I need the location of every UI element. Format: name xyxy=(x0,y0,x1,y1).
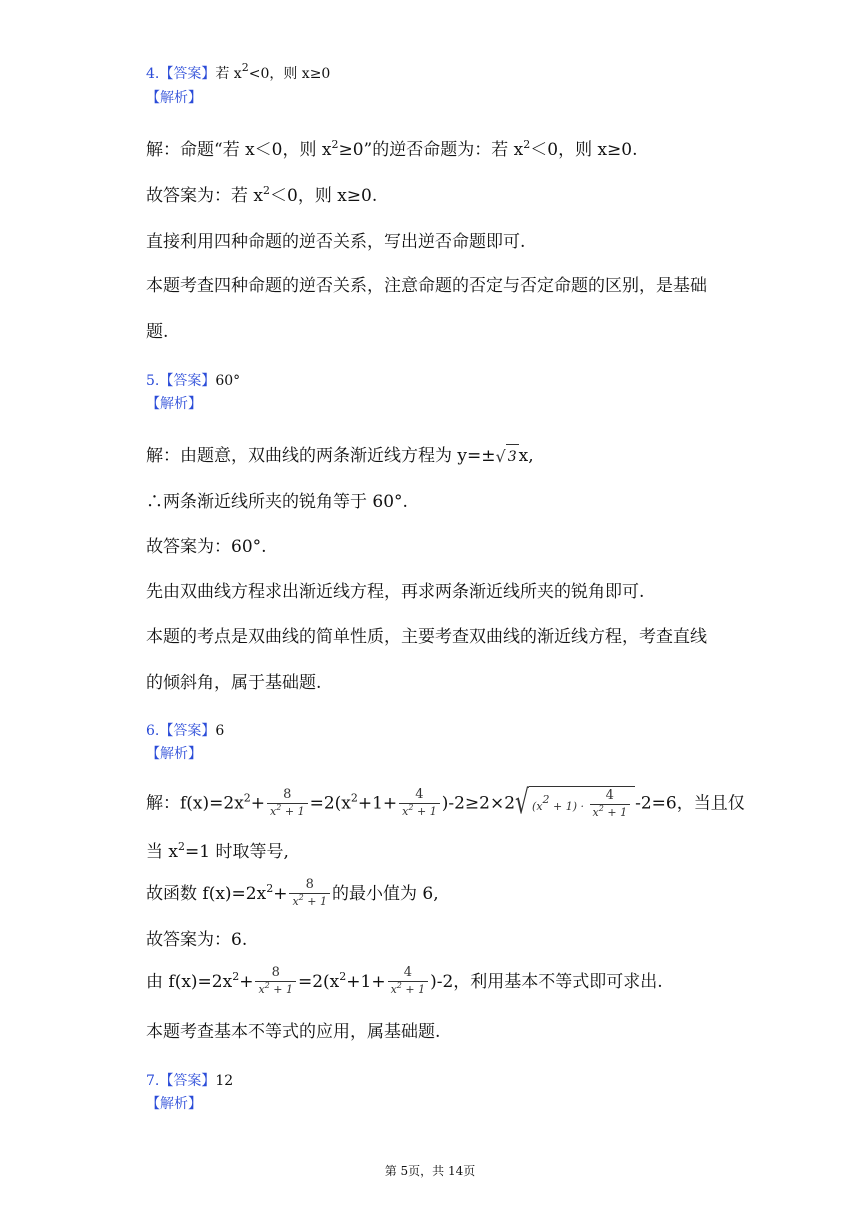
q6-line-3 xyxy=(146,878,439,911)
q6-l1-b: =2(x xyxy=(309,793,351,814)
fraction-4 xyxy=(399,787,440,820)
q5-line-5: 本题的考点是双曲线的简单性质，主要考查双曲线的渐近线方程，考查直线 xyxy=(146,627,707,647)
q6-l2-a: 当 x xyxy=(146,842,178,862)
frac-den-tail: + 1 xyxy=(269,983,293,996)
q6-l5-a: 由 f(x)=2x xyxy=(146,972,233,992)
q4-answer-b: <0，则 x≥0 xyxy=(248,66,331,82)
q4-answer-a: 若 x xyxy=(215,66,242,82)
q5-line-3: 故答案为：60°. xyxy=(146,537,267,557)
q4-answer-exp: 2 xyxy=(241,61,249,74)
frac-num: 8 xyxy=(271,965,280,980)
q5-answer-header xyxy=(146,371,240,391)
q6-analysis-label: 【解析】 xyxy=(146,746,202,762)
sqrt-inner-a: (x xyxy=(532,800,543,813)
frac-den-base: x xyxy=(270,804,277,818)
frac-den-base: x xyxy=(292,895,299,908)
q4-line-3: 直接利用四种命题的逆否关系，写出逆否命题即可. xyxy=(146,232,526,252)
q5-line-6: 的倾斜角，属于基础题. xyxy=(146,673,322,693)
frac-den-tail: + 1 xyxy=(281,804,305,818)
q6-line-2 xyxy=(146,840,289,864)
frac-num: 4 xyxy=(415,786,424,802)
q7-answer-value: 12 xyxy=(215,1073,234,1089)
q5-answer-tag: 【答案】 xyxy=(159,373,216,389)
q6-l1-c: +1+ xyxy=(357,793,398,814)
q6-l5-e: )-2，利用基本不等式即可求出. xyxy=(430,972,663,992)
q4-l2-b: ＜0，则 x≥0. xyxy=(270,186,378,206)
frac-den xyxy=(289,893,330,910)
sqrt-body xyxy=(529,786,635,822)
q6-l5-c: =2(x xyxy=(297,972,340,992)
q5-answer-value: 60° xyxy=(215,373,241,389)
frac-den xyxy=(267,803,308,820)
frac-den-exp: 2 xyxy=(598,804,604,813)
fraction-4 xyxy=(388,965,429,998)
q6-l3-c: 的最小值为 6, xyxy=(331,884,439,904)
frac-num: 8 xyxy=(283,786,292,802)
q6-line-5 xyxy=(146,966,663,999)
q4-l2-a: 故答案为：若 x xyxy=(146,186,263,206)
q7-answer-tag: 【答案】 xyxy=(159,1073,216,1089)
frac-den xyxy=(388,981,429,998)
q6-l1-exp: 2 xyxy=(243,791,251,805)
frac-num: 4 xyxy=(605,788,614,803)
q6-answer-value: 6 xyxy=(215,723,225,739)
frac-den-tail: + 1 xyxy=(603,806,628,819)
q5-l1-a: 解：由题意，双曲线的两条渐近线方程为 y=± xyxy=(146,446,496,466)
q4-line-4: 本题考查四种命题的逆否关系，注意命题的否定与否定命题的区别，是基础 xyxy=(146,276,707,296)
q6-l5-c-exp: 2 xyxy=(339,970,347,983)
q5-line-1 xyxy=(146,444,534,469)
frac-den-exp: 2 xyxy=(298,893,304,902)
sqrt-inner-b: + 1) · xyxy=(549,800,588,813)
q6-l1-b-exp: 2 xyxy=(350,791,358,805)
frac-den-tail: + 1 xyxy=(401,983,426,996)
q4-l1-b: ≥0”的逆否命题为：若 x xyxy=(338,140,524,160)
q7-analysis-tag xyxy=(146,1094,202,1114)
q6-l3-exp: 2 xyxy=(266,882,274,895)
q4-l2-exp: 2 xyxy=(263,184,270,197)
q5-line-4: 先由双曲线方程求出渐近线方程，再求两条渐近线所夹的锐角即可. xyxy=(146,582,645,602)
frac-den-exp: 2 xyxy=(264,981,270,990)
frac-num: 8 xyxy=(305,877,314,892)
frac-den-base: x xyxy=(390,983,397,996)
frac-den-tail: + 1 xyxy=(303,895,327,908)
q4-analysis-label: 【解析】 xyxy=(146,90,202,106)
q5-number: 5. xyxy=(146,373,160,389)
q6-line-6: 本题考查基本不等式的应用，属基础题. xyxy=(146,1022,441,1042)
frac-den-base: x xyxy=(592,806,599,819)
q4-answer-tag: 【答案】 xyxy=(159,66,216,82)
q6-l1-plus: + xyxy=(250,793,266,814)
frac-den xyxy=(255,981,296,998)
sqrt-inner-exp: 2 xyxy=(542,793,550,806)
frac-den-tail: + 1 xyxy=(413,804,437,818)
q4-line-5: 题. xyxy=(146,322,169,342)
frac-den-exp: 2 xyxy=(396,981,402,990)
frac-den xyxy=(399,803,440,820)
q5-analysis-tag xyxy=(146,394,202,414)
frac-den-exp: 2 xyxy=(276,802,282,812)
q4-l1-a: 解：命题“若 x＜0，则 x xyxy=(146,140,332,160)
fraction-4-in-sqrt xyxy=(590,788,631,821)
fraction-8 xyxy=(267,787,308,820)
q7-analysis-label: 【解析】 xyxy=(146,1096,202,1112)
q6-analysis-tag xyxy=(146,744,202,764)
q5-analysis-label: 【解析】 xyxy=(146,396,202,412)
q6-l3-a: 故函数 f(x)=2x xyxy=(146,884,267,904)
q7-answer-header xyxy=(146,1071,233,1091)
q6-l3-b: + xyxy=(273,884,288,904)
q5-line-2: ∴两条渐近线所夹的锐角等于 60°. xyxy=(146,492,408,512)
q6-l2-exp: 2 xyxy=(178,840,185,853)
q6-number: 6. xyxy=(146,723,160,739)
q6-line-1 xyxy=(146,786,745,822)
fraction-8 xyxy=(255,965,296,998)
q4-answer-header xyxy=(146,61,331,84)
fraction-8 xyxy=(289,877,330,910)
q7-number: 7. xyxy=(146,1073,160,1089)
q4-line-2 xyxy=(146,184,377,208)
q4-line-1 xyxy=(146,138,638,162)
sqrt-expression: √ $(x^2 + 1)$ · $\frac{4}{x^2 + 1}$ xyxy=(515,786,635,822)
q6-l1-e: -2=6，当且仅 xyxy=(635,793,745,814)
q6-line-4: 故答案为：6. xyxy=(146,930,248,950)
q6-l5-d: +1+ xyxy=(346,972,386,992)
q6-l5-exp: 2 xyxy=(232,970,240,983)
q5-sqrt-value: 3 xyxy=(506,444,519,469)
q6-answer-tag: 【答案】 xyxy=(159,723,216,739)
q4-l1-exp1: 2 xyxy=(331,138,339,151)
sqrt-symbol: √ 3 xyxy=(496,444,519,469)
frac-num: 4 xyxy=(403,965,412,980)
page-footer: 第 5页，共 14页 xyxy=(384,1164,476,1178)
q5-l1-b: x, xyxy=(518,446,534,466)
frac-den-base: x xyxy=(402,804,409,818)
q6-answer-header xyxy=(146,721,224,741)
q6-l1-d: )-2≥2×2 xyxy=(441,793,516,814)
frac-den-exp: 2 xyxy=(408,802,414,812)
q6-l2-b: =1 时取等号, xyxy=(185,842,289,862)
q4-l1-c: ＜0，则 x≥0. xyxy=(530,140,638,160)
frac-den xyxy=(590,804,631,821)
q4-l1-exp2: 2 xyxy=(523,138,531,151)
frac-den-base: x xyxy=(258,983,265,996)
q4-analysis-tag xyxy=(146,88,202,108)
q4-number: 4. xyxy=(146,66,160,82)
q6-l5-b: + xyxy=(239,972,254,992)
q6-l1-a: 解：f(x)=2x xyxy=(146,793,244,814)
